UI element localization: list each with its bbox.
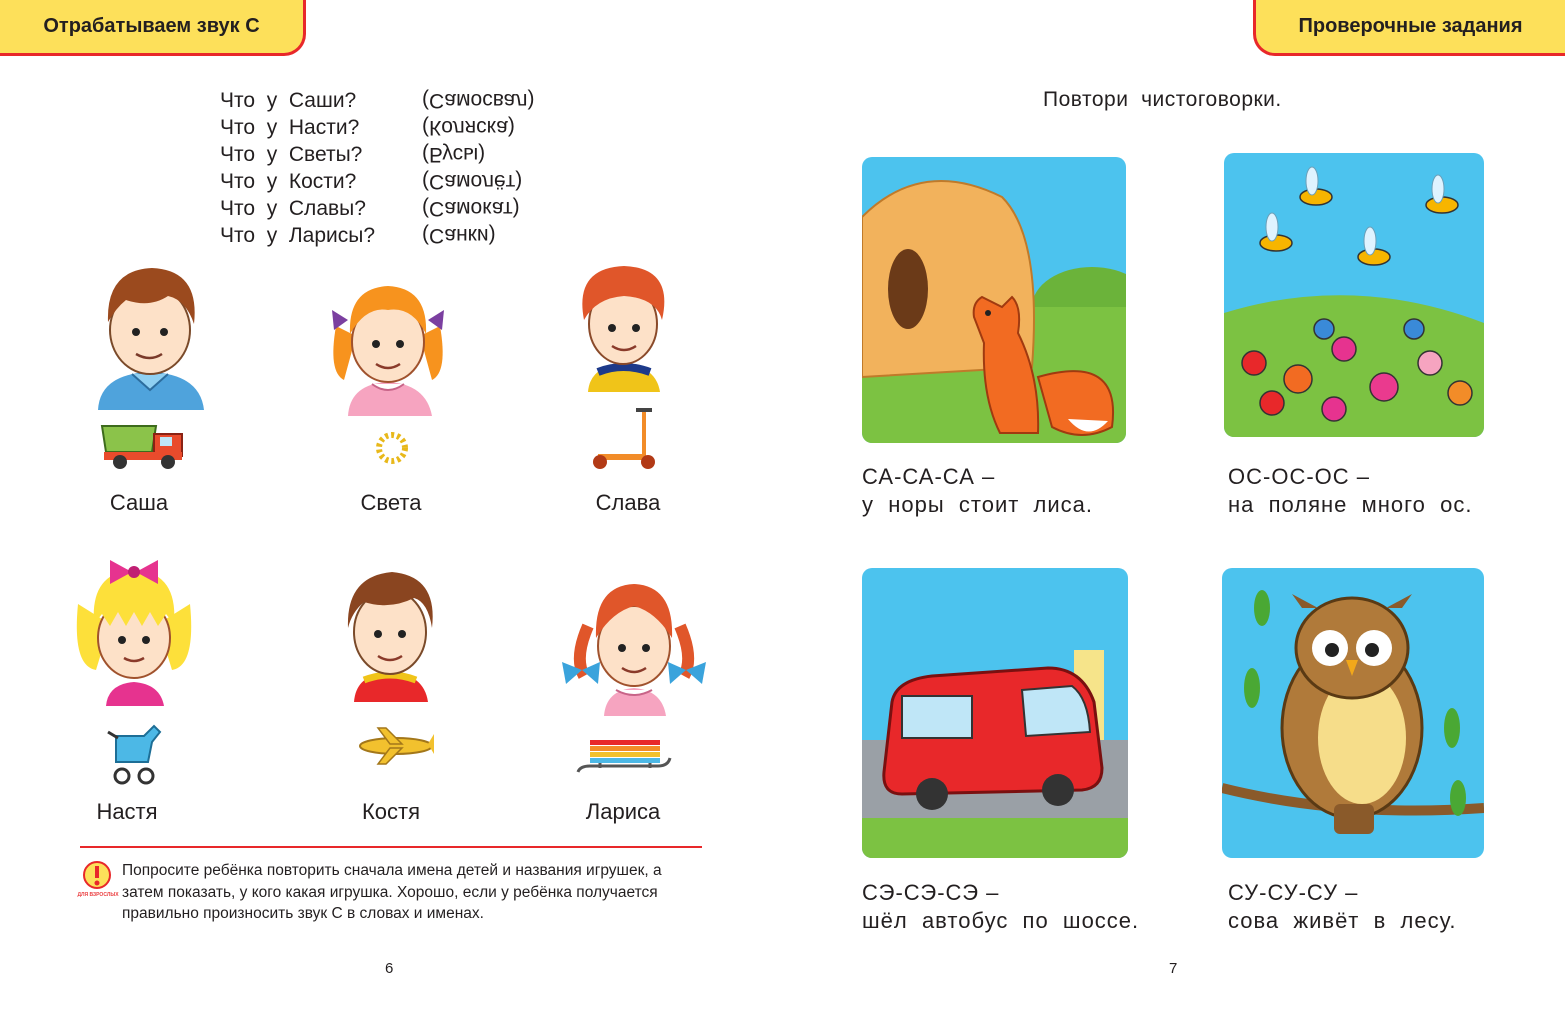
tongue-twister-3 bbox=[862, 879, 1139, 935]
wasps-icon bbox=[1224, 153, 1484, 437]
answer-6: (Санки) bbox=[422, 224, 496, 247]
bus-picture bbox=[862, 568, 1128, 858]
fox-icon bbox=[862, 157, 1126, 443]
answer-3: (Бусы) bbox=[422, 143, 486, 166]
child-name-larisa: Лариса bbox=[585, 799, 661, 824]
girl-sveta-portrait bbox=[322, 276, 454, 416]
tongue-twister-2 bbox=[1228, 463, 1473, 519]
tongue-twister-3-line2: шёл автобус по шоссе. bbox=[862, 908, 1140, 933]
owl-picture bbox=[1222, 568, 1484, 858]
girl-nastya-portrait bbox=[70, 554, 198, 706]
tongue-twister-2-line1: ОС-ОС-ОС – bbox=[1228, 464, 1370, 489]
child-name-nastya: Настя bbox=[96, 799, 158, 824]
beads-icon bbox=[372, 430, 412, 466]
for-adults-badge bbox=[82, 858, 112, 892]
dump-truck-icon bbox=[100, 422, 186, 472]
question-2: Что у Насти? bbox=[220, 116, 360, 139]
right-page-header bbox=[1253, 0, 1565, 56]
tongue-twister-2-line2: на поляне много ос. bbox=[1228, 492, 1473, 517]
answer-1: (Самосвал) bbox=[422, 89, 535, 112]
tongue-twister-1-line1: СА-СА-СА – bbox=[862, 464, 996, 489]
left-page-header-title: Отрабатываем звук С bbox=[43, 15, 260, 37]
scooter-icon bbox=[588, 404, 664, 472]
boy-slava-portrait bbox=[568, 262, 678, 392]
child-name-sveta: Света bbox=[360, 490, 422, 515]
fox-picture bbox=[862, 157, 1126, 443]
airplane-icon bbox=[356, 724, 436, 768]
sled-icon bbox=[576, 736, 672, 780]
answer-4: (Самолёт) bbox=[422, 170, 523, 193]
tongue-twister-4-line2: сова живёт в лесу. bbox=[1228, 908, 1457, 933]
owl-icon bbox=[1222, 568, 1484, 858]
tongue-twister-3-line1: СЭ-СЭ-СЭ – bbox=[862, 880, 1000, 905]
bus-icon bbox=[862, 568, 1128, 858]
wasps-picture bbox=[1224, 153, 1484, 437]
page-number-left: 6 bbox=[385, 960, 394, 977]
for-adults-badge-label: ДЛЯ ВЗРОСЛЫХ bbox=[77, 892, 119, 898]
child-name-kostya: Костя bbox=[361, 799, 421, 824]
girl-larisa-portrait bbox=[560, 576, 708, 716]
tongue-twister-4 bbox=[1228, 879, 1457, 935]
page-number-right: 7 bbox=[1169, 960, 1178, 977]
boy-sasha-portrait bbox=[90, 262, 210, 410]
answer-2: (Коляска) bbox=[422, 116, 515, 139]
right-page-header-title: Проверочные задания bbox=[1298, 15, 1523, 37]
instruction-text: Повтори чистоговорки. bbox=[1043, 88, 1282, 111]
question-5: Что у Славы? bbox=[220, 197, 366, 220]
tongue-twister-4-line1: СУ-СУ-СУ – bbox=[1228, 880, 1359, 905]
boy-kostya-portrait bbox=[334, 562, 446, 702]
tongue-twister-1 bbox=[862, 463, 1093, 519]
note-divider bbox=[80, 846, 702, 848]
question-4: Что у Кости? bbox=[220, 170, 357, 193]
question-1: Что у Саши? bbox=[220, 89, 357, 112]
child-name-sasha: Саша bbox=[109, 490, 169, 515]
tongue-twister-1-line2: у норы стоит лиса. bbox=[862, 492, 1094, 517]
answer-5: (Самокат) bbox=[422, 197, 520, 220]
parent-note: Попросите ребёнка повторить сначала имена детей и названия игрушек, а затем показать, у кого какая игрушка. Хорошо, если у ребёнка получается правильно произносить звук С в словах и именах. bbox=[122, 862, 662, 922]
child-name-slava: Слава bbox=[595, 490, 661, 515]
question-3: Что у Светы? bbox=[220, 143, 363, 166]
stroller-icon bbox=[104, 722, 164, 786]
question-6: Что у Ларисы? bbox=[220, 224, 376, 247]
left-page-header bbox=[0, 0, 306, 56]
